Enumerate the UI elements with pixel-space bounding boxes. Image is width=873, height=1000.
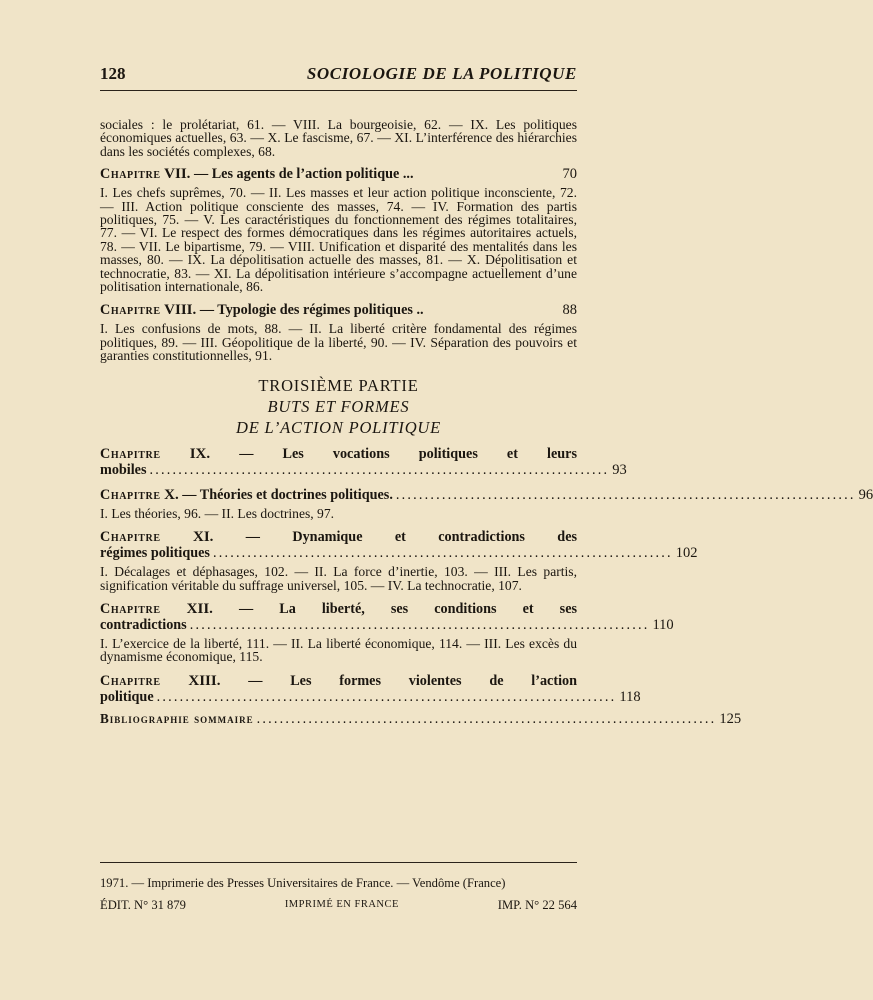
chapter-number: XIII. xyxy=(188,672,221,689)
table-of-contents xyxy=(100,117,873,727)
chapter-summary-xi: I. Décalages et déphasages, 102. — II. La force d’inertie, 103. — III. Les partis, signification véritable du suffrage universel, 105. — IV. La technocratie, 107. xyxy=(100,564,577,593)
chapter-number: VII. xyxy=(164,166,191,183)
chapter-word: Chapitre xyxy=(100,302,161,319)
chapter-title-continuation: contradictions xyxy=(100,616,187,633)
chapter-word: Chapitre xyxy=(100,486,161,503)
chapter-dots: ... xyxy=(402,166,414,183)
printer-line: 1971. — Imprimerie des Presses Universitaires de France. — Vendôme (France) xyxy=(100,876,506,890)
chapter-summary-vii: I. Les chefs suprêmes, 70. — II. Les masses et leur action politique inconsciente, 72. — III. Action politique consciente des masses, 74. — IV. Formation des partis politiques, 75. — V. Les caractéristiques du fonctionnement des régimes totalitaires, 77. — VI. Le respect des formes démocratiques dans les régimes autoritaires actuels, 78. — VII. Le bipartisme, 79. — VIII. Unification et disparité des mentalités dans les masses, 80. — IX. La dépolitisation actuelle des masses, 81. — X. Dépolitisation et technocratie, 83. — XI. La dépolitisation intérieure s’accompagne actuellement d’une politisation internationale, 86. xyxy=(100,185,577,295)
leader-dots: ................................................................................ xyxy=(395,486,856,503)
bibliography-page: 125 xyxy=(719,710,742,727)
intro-paragraph: sociales : le prolétariat, 61. — VIII. La bourgeoisie, 62. — IX. Les politiques économiques actuelles, 63. — X. Le fascisme, 67. — XI. L’interférence des hiérarchies dans les sociétés complexes, 68. xyxy=(100,117,577,159)
chapter-number: IX. xyxy=(189,445,211,462)
chapter-heading-vii xyxy=(100,166,577,182)
part-title-line-1: BUTS ET FORMES xyxy=(267,396,410,416)
chapter-heading-viii xyxy=(100,302,577,318)
running-header xyxy=(100,64,577,90)
leader-dots: ................................................................................ xyxy=(212,545,673,562)
chapter-title-continuation: politique xyxy=(100,688,154,705)
chapter-page: 102 xyxy=(675,545,698,562)
chapter-page: 118 xyxy=(619,688,641,705)
running-title: SOCIOLOGIE DE LA POLITIQUE xyxy=(306,64,577,83)
chapter-title: — Les vocations politiques et leurs xyxy=(239,445,577,462)
header-rule xyxy=(100,90,577,91)
chapter-title: — Les agents de l’action politique xyxy=(193,166,400,183)
chapter-summary-x: I. Les théories, 96. — II. Les doctrines, 97. xyxy=(100,505,335,521)
chapter-word: Chapitre xyxy=(100,600,161,617)
chapter-title: — Dynamique et contradictions des xyxy=(245,529,578,546)
chapter-number: XII. xyxy=(186,600,213,617)
chapter-title-continuation: mobiles xyxy=(100,461,147,478)
leader-dots: ................................................................................ xyxy=(156,688,617,705)
chapter-word: Chapitre xyxy=(100,672,161,689)
edit-number: ÉDIT. N° 31 879 xyxy=(100,898,186,912)
chapter-number: VIII. xyxy=(164,302,197,319)
chapter-summary-viii: I. Les confusions de mots, 88. — II. La liberté critère fondamental des régimes politiques, 89. — III. Géopolitique de la liberté, 90. — IV. Séparation des pouvoirs et garanties constitutionnelles, 91. xyxy=(100,321,577,364)
chapter-word: Chapitre xyxy=(100,529,161,546)
chapter-page: 96 xyxy=(858,486,873,503)
colophon xyxy=(100,872,577,916)
part-title-line-2: DE L’ACTION POLITIQUE xyxy=(235,417,442,437)
chapter-page: 93 xyxy=(612,461,627,478)
part-label: TROISIÈME PARTIE xyxy=(258,375,419,395)
leader-dots: ................................................................................ xyxy=(149,461,610,478)
part-heading xyxy=(100,375,577,438)
chapter-summary-xii: I. L’exercice de la liberté, 111. — II. La liberté économique, 114. — III. Les excès du dynamisme économique, 115. xyxy=(100,635,577,665)
chapter-page: 110 xyxy=(652,616,674,633)
footer-rule xyxy=(100,862,577,863)
chapter-heading-x xyxy=(100,486,873,503)
chapter-heading-xiii xyxy=(100,672,641,705)
chapter-title: — Les formes violentes de l’action xyxy=(248,672,577,689)
chapter-word: Chapitre xyxy=(100,166,161,183)
leader-dots: ................................................................................ xyxy=(256,710,717,727)
chapter-page: 88 xyxy=(562,302,577,319)
chapter-title: — Typologie des régimes politiques xyxy=(199,302,413,319)
chapter-heading-xi xyxy=(100,529,698,562)
bibliography-entry xyxy=(100,710,742,727)
chapter-heading-xii xyxy=(100,600,674,633)
chapter-title: — La liberté, ses conditions et ses xyxy=(239,600,578,617)
chapter-number: XI. xyxy=(192,529,214,546)
imp-number: IMP. N° 22 564 xyxy=(497,898,577,912)
chapter-dots: .. xyxy=(416,302,424,319)
chapter-title: — Théories et doctrines politiques. xyxy=(182,486,393,503)
chapter-heading-ix xyxy=(100,445,627,478)
leader-dots: ................................................................................ xyxy=(189,616,650,633)
chapter-title-continuation: régimes politiques xyxy=(100,545,210,562)
chapter-number: X. xyxy=(164,486,179,503)
printed-in: IMPRIMÉ EN FRANCE xyxy=(284,899,399,910)
page-number: 128 xyxy=(100,64,126,83)
chapter-page: 70 xyxy=(562,166,577,183)
bibliography-label: Bibliographie sommaire xyxy=(100,710,254,726)
chapter-word: Chapitre xyxy=(100,445,161,462)
